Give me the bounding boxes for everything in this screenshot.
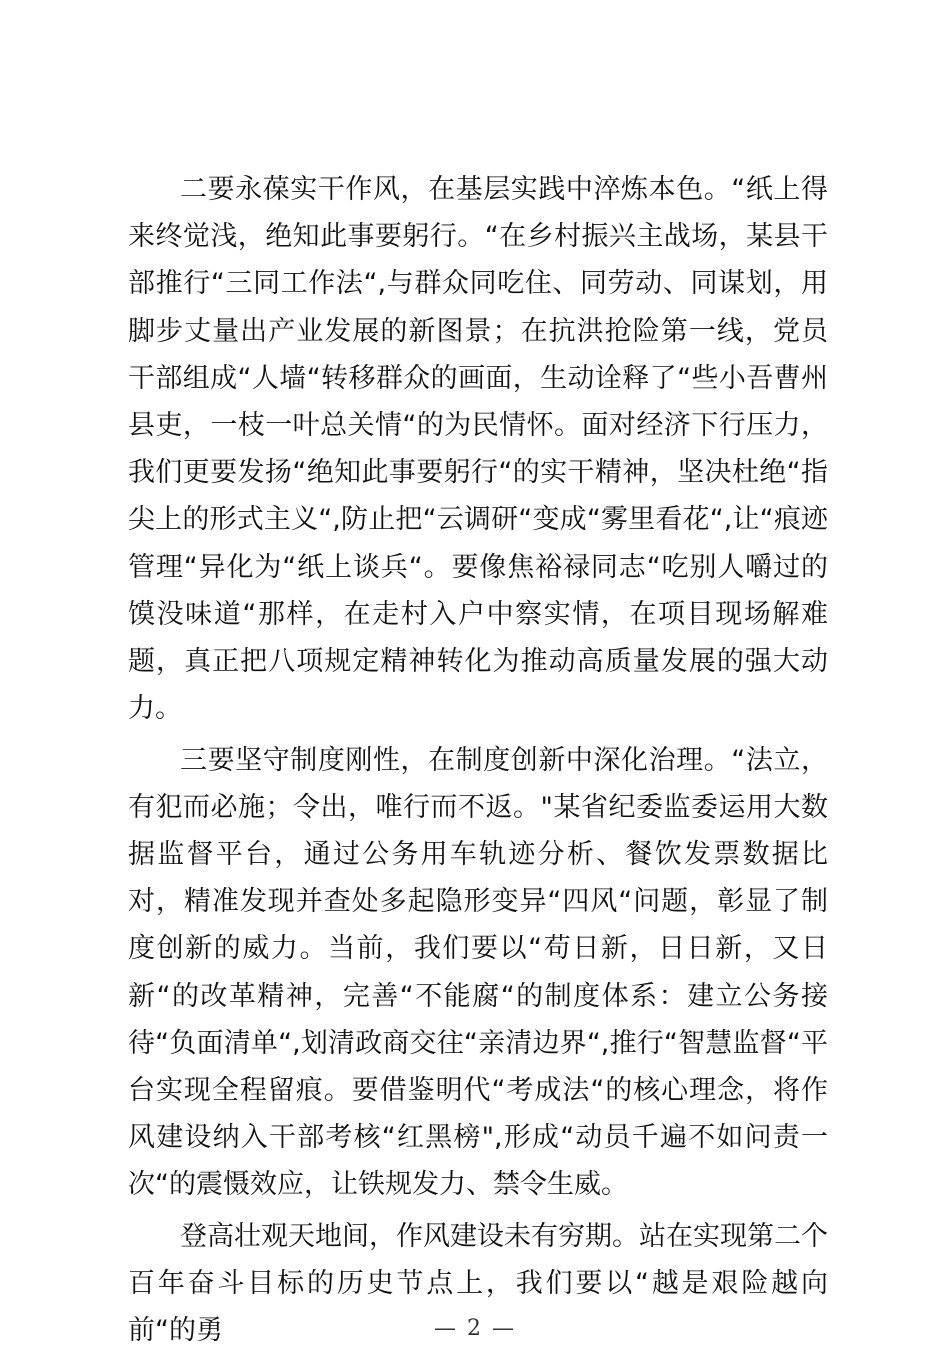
paragraph: 登高壮观天地间，作风建设未有穷期。站在实现第二个百年奋斗目标的历史节点上，我们要以“越是艰险越向前“的勇 [128,1220,828,1347]
paragraph: 二要永葆实干作风，在基层实践中淬炼本色。“纸上得来终觉浅，绝知此事要躬行。“在乡村振兴主战场，某县干部推行“三同工作法“,与群众同吃住、同劳动、同谋划，用脚步丈量出产业发展的新图景；在抗洪抢险第一线，党员干部组成“人墙“转移群众的画面，生动诠释了“些小吾曹州县吏，一枝一叶总关情“的为民情怀。面对经济下行压力，我们更要发扬“绝知此事要躬行“的实干精神，坚决杜绝“指尖上的形式主义“,防止把“云调研“变成“雾里看花“,让“痕迹管理“异化为“纸上谈兵“。要像焦裕禄同志“吃别人嚼过的馍没味道“那样，在走村入户中察实情，在项目现场解难题，真正把八项规定精神转化为推动高质量发展的强大动力。 [128,174,828,725]
document-body [128,166,828,1359]
paragraph: 三要坚守制度刚性，在制度创新中深化治理。“法立，有犯而必施；令出，唯行而不返。"某省纪委监委运用大数据监督平台，通过公务用车轨迹分析、餐饮发票数据比对，精准发现并查处多起隐形变异“四风“问题，彰显了制度创新的威力。当前，我们要以“苟日新，日日新，又日新“的改革精神，完善“不能腐“的制度体系：建立公务接待“负面清单“,划清政商交往“亲清边界“,推行“智慧监督“平台实现全程留痕。要借鉴明代“考成法“的核心理念，将作风建设纳入干部考核“红黑榜",形成“动员千遍不如问责一次“的震慑效应，让铁规发力、禁令生威。 [128,744,828,1201]
page-number: — 2 — [434,1316,516,1341]
